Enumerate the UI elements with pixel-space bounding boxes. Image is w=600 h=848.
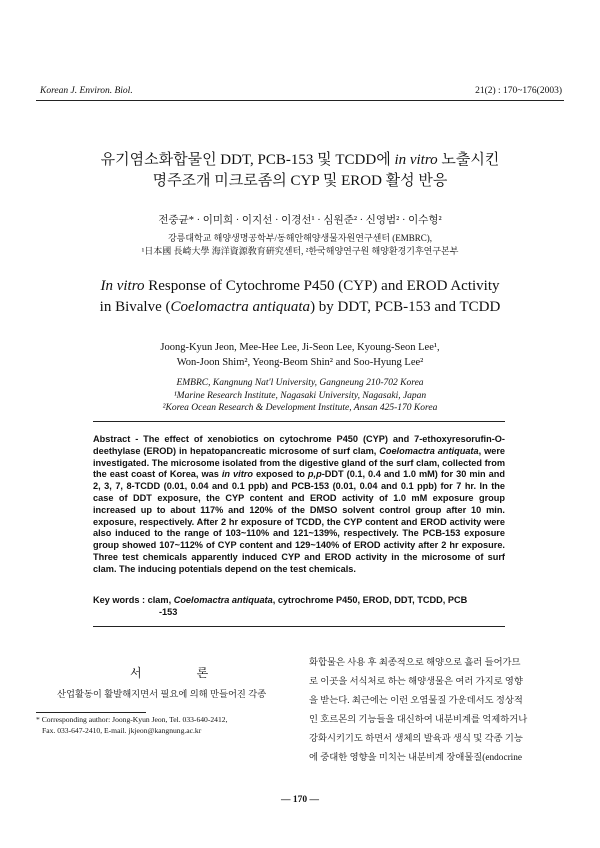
abstract-top-rule xyxy=(93,421,505,422)
keywords: Key words : clam, Coelomactra antiquata, cytrochrome P450, EROD, DDT, TCDD, PCB -153 xyxy=(93,595,468,617)
korean-title: 유기염소화합물인 DDT, PCB-153 및 TCDD에 in vitro 노출시킨 명주조개 미크로좀의 CYP 및 EROD 활성 반응 xyxy=(100,152,500,189)
introduction-heading: 서 론 xyxy=(130,666,235,680)
korean-affiliations: 강릉대학교 해양생명공학부/동해안해양생물자원연구센터 (EMBRC), ¹日本國 長崎大學 海洋資源敎育硏究센터, ²한국해양연구원 해양환경기후연구본부 xyxy=(141,233,459,256)
page-number: — 170 — xyxy=(281,795,319,805)
journal-citation: 21(2) : 170~176(2003) xyxy=(475,86,562,96)
footnote-rule xyxy=(36,712,146,713)
abstract-bottom-rule xyxy=(93,626,505,627)
english-authors: Joong-Kyun Jeon, Mee-Hee Lee, Ji-Seon Lee, Kyoung-Seon Lee¹, Won-Joon Shim², Yeong-Beom Shin² and Soo-Hyung Lee² xyxy=(160,342,440,368)
journal-name: Korean J. Environ. Biol. xyxy=(40,86,133,96)
intro-right-text: 화합물은 사용 후 최종적으로 해양으로 흘러 들어가므 로 이곳을 서식처로 하는 해양생물은 여러 가지로 영향 을 받는다. 최근에는 이런 오염물질 가운데서도 정상적 인 호르몬의 기능들을 대신하여 내분비계를 억제하거나 강화시키기도 하면서 생체의 발육과 생식 및 각종 기능 에 중대한 영향을 미치는 내분비계 장애물질(endocrine xyxy=(309,658,528,763)
header-rule xyxy=(36,100,564,101)
english-affiliations: EMBRC, Kangnung Nat'l University, Gangneung 210-702 Korea ¹Marine Research Institute, Nagasaki University, Nagasaki, Japan ²Korea Ocean Research & Development Institute, Ansan 425-170 Korea xyxy=(162,378,438,413)
korean-authors: 전중균* · 이미희 · 이지선 · 이경선¹ · 심원준² · 신영범² · 이수형² xyxy=(158,215,442,226)
intro-left-text: 산업활동이 활발해지면서 필요에 의해 만들어진 각종 xyxy=(57,690,267,700)
corresponding-author-footnote: * Corresponding author: Joong-Kyun Jeon, Tel. 033-640-2412, Fax. 033-647-2410, E-mail. jkjeon@kangnung.ac.kr xyxy=(36,715,228,735)
abstract: Abstract - The effect of xenobiotics on cytochrome P450 (CYP) and 7-ethoxyresorufin-O-deethylase (EROD) in hepatopancreatic microsome of surf clam, Coelomactra antiquata, were investigated. The microsome isolated from the digestive gland of the surf clam, collected from the east coast of Korea, was in vitro exposed to p,p-DDT (0.1, 0.4 and 1.0 mM) for 30 min and 2, 3, 7, 8-TCDD (0.01, 0.04 and 0.1 ppb) and PCB-153 (0.01, 0.04 and 0.1 ppb) for 7 hr. In the case of DDT exposure, the CYP content and EROD activity of 1.0 mM exposure group increased up to about 117% and 120% of the DMSO solvent control group after 10 min. exposure, respectively. After 2 hr exposure of TCDD, the CYP content and EROD activity were also induced to the range of 103~110% and 121~139%, respectively. The PCB-153 exposure group showed 107~112% of CYP content and 129~140% of EROD activity after 2 hr exposure. Three test chemicals apparently induced CYP and EROD activity in the microsome of surf clam. The inducing potentials depend on the test chemicals. xyxy=(93,434,506,574)
english-title: In vitro Response of Cytochrome P450 (CYP) and EROD Activity in Bivalve (Coelomactra antiquata) by DDT, PCB-153 and TCDD xyxy=(99,278,501,315)
